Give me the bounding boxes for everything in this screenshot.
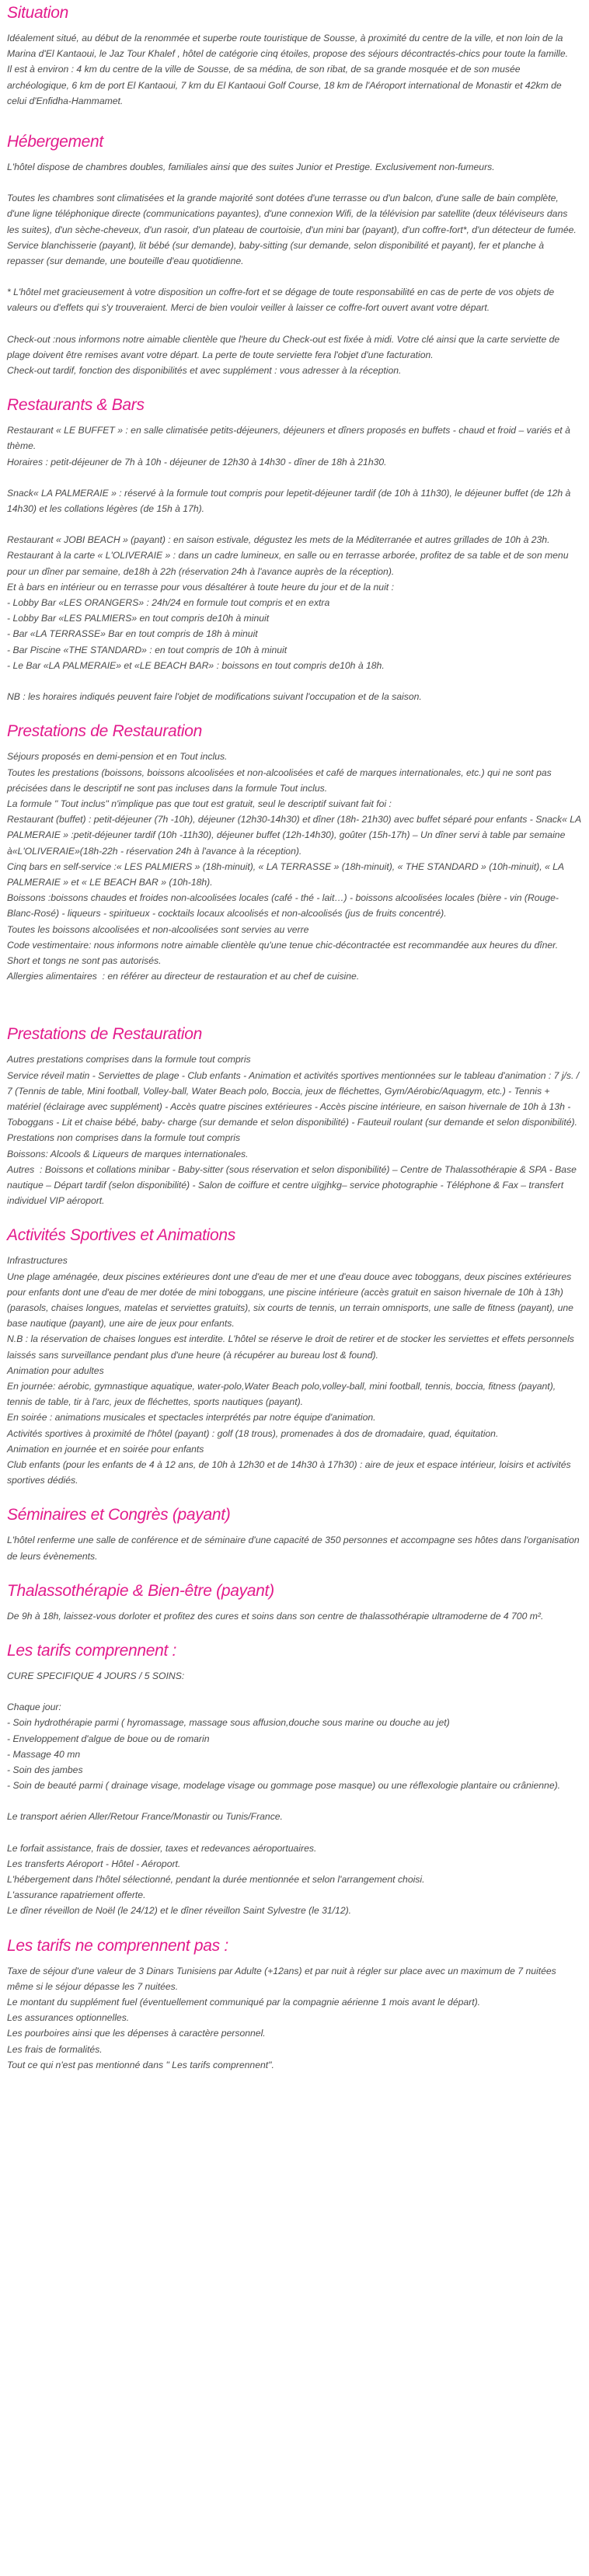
section-paragraph: Séjours proposés en demi-pension et en Tout inclus. Toutes les prestations (boissons, boissons alcoolisées et non-alcoolisées et café de marques internationales, etc.) qui ne sont pas précisées dans le descriptif ne sont pas incluses dans la formule Tout inclus. La formule " Tout inclus" n'implique pas que tout est gratuit, seul le descriptif suivant fait foi : Restaurant (buffet) : petit-déjeuner (7h -10h), déjeuner (12h30-14h30) et dîner (18h- 21h30) avec buffet séparé pour enfants - Snack« LA PALMERAIE » :petit-déjeuner tardif (10h -11h30), déjeuner buffet (12h-14h30), goûter (15h-17h) – Un dîner servi à table par semaine à«L'OLIVERAIE»(18h-22h - réservation 24h à l'avance à la réception). Cinq bars en self-service :« LES PALMIERS » (18h-minuit), « LA TERRASSE » (18h-minuit), « THE STANDARD » (10h-minuit), « LA PALMERAIE » et « LE BEACH BAR » (10h-18h). Boissons :boissons chaudes et froides non-alcoolisées locales (café - thé - lait…) - boissons alcoolisées locales (bière - vin (Rouge-Blanc-Rosé) - liqueurs - spiritueux - cocktails locaux alcoolisés et non-alcoolisés (jus de fruits concentré). Toutes les boissons alcoolisées et non-alcoolisées sont servies au verre Code vestimentaire: nous informons notre aimable clientèle qu'une tenue chic-décontractée est recommandée aux heures du dîner. Short et tongs ne sont pas autorisés. Allergies alimentaires : en référer au directeur de restauration et au chef de cuisine. bbox=[7, 751, 581, 982]
section-title: Hébergement bbox=[7, 133, 103, 151]
section-paragraph: NB : les horaires indiqués peuvent faire l'objet de modifications suivant l'occupation et de la saison. bbox=[7, 691, 422, 703]
section-title: Thalassothérapie & Bien-être (payant) bbox=[7, 1581, 274, 1600]
section-tarifs-comprennent bbox=[7, 1641, 582, 1919]
section-paragraph: Taxe de séjour d'une valeur de 3 Dinars Tunisiens par Adulte (+12ans) et par nuit à régler sur place avec un maximum de 7 nuitées même si le séjour dépasse les 7 nuitées. Le montant du supplément fuel (éventuellement communiqué par la compagnie aérienne 1 mois avant le départ). Les assurances optionnelles. Les pourboires ainsi que les dépenses à caractère personnel. Les frais de formalités. Tout ce qui n'est pas mentionné dans " Les tarifs comprennent". bbox=[7, 1965, 556, 2070]
section-title: Prestations de Restauration bbox=[7, 722, 203, 741]
section-paragraph: Idéalement situé, au début de la renommée et superbe route touristique de Sousse, à proximité du centre de la ville, et non loin de la Marina d'El Kantaoui, le Jaz Tour Khalef , hôtel de catégorie cinq étoiles, propose des séjours décontractés-chics pour toute la famille. Il est à environ : 4 km du centre de la ville de Sousse, de sa médina, de son ribat, de sa grande mosquée et de son musée archéologique, 6 km de port El Kantaoui, 7 km du El Kantaoui Golf Course, 18 km de l'Aéroport international de Monastir et 42km de celui d'Enfidha-Hammamet. bbox=[7, 33, 569, 106]
section-hebergement bbox=[7, 132, 582, 378]
section-thalassotherapie bbox=[7, 1581, 582, 1624]
section-title: Restaurants & Bars bbox=[7, 396, 145, 415]
section-paragraph: De 9h à 18h, laissez-vous dorloter et profitez des cures et soins dans son centre de thalassothérapie ultramoderne de 4 700 m². bbox=[7, 1610, 544, 1622]
section-paragraph: CURE SPECIFIQUE 4 JOURS / 5 SOINS: bbox=[7, 1670, 185, 1682]
section-paragraph: L'hôtel dispose de chambres doubles, familiales ainsi que des suites Junior et Prestige. Exclusivement non-fumeurs. bbox=[7, 162, 495, 173]
section-paragraph: * L'hôtel met gracieusement à votre disposition un coffre-fort et se dégage de toute responsabilité en cas de perte de vos objets de valeurs ou d'effets qui s'y trouveraient. Merci de bien vouloir veiller à laisser ce coffre-fort ouvert avant votre départ. bbox=[7, 287, 557, 314]
section-paragraph: Restaurant « JOBI BEACH » (payant) : en saison estivale, dégustez les mets de la Méditerranée et autres grillades de 10h à 23h. Restaurant à la carte « L'OLIVERAIE » : dans un cadre lumineux, en salle ou en terrasse arborée, profitez de sa table et de son menu pour un dîner par semaine, de18h à 22h (réservation 24h à l'avance auprès de la réception). Et à bars en intérieur ou en terrasse pour vous désaltérer à toute heure du jour et de la nuit : - Lobby Bar «LES ORANGERS» : 24h/24 en formule tout compris et en extra - Lobby Bar «LES PALMIERS» en tout compris de10h à minuit - Bar «LA TERRASSE» Bar en tout compris de 18h à minuit - Bar Piscine «THE STANDARD» : en tout compris de 10h à minuit - Le Bar «LA PALMERAIE» et «LE BEACH BAR» : boissons en tout compris de10h à 18h. bbox=[7, 534, 569, 671]
section-title: Prestations de Restauration bbox=[7, 1025, 203, 1044]
section-situation bbox=[7, 3, 582, 109]
section-prestations-restauration-2 bbox=[7, 1024, 582, 1208]
section-paragraph: Check-out :nous informons notre aimable clientèle que l'heure du Check-out est fixée à midi. Votre clé ainsi que la carte serviette de plage doivent être remises avant votre départ. La perte de toute serviette fera l'objet d'une facturation. Check-out tardif, fonction des disponibilités et avec supplément : vous adresser à la réception. bbox=[7, 333, 560, 377]
section-restaurants-bars bbox=[7, 395, 582, 704]
section-tarifs-ne-comprennent-pas bbox=[7, 1936, 582, 2073]
section-prestations-restauration bbox=[7, 721, 582, 984]
section-title: Les tarifs ne comprennent pas : bbox=[7, 1936, 228, 1955]
section-title: Séminaires et Congrès (payant) bbox=[7, 1506, 231, 1524]
section-paragraph: Infrastructures Une plage aménagée, deux piscines extérieures dont une d'eau de mer et une d'eau douce avec toboggans, deux piscines extérieures pour enfants dont une d'eau de mer dotée de mini toboggans, une piscine intérieure (accès gratuit en saison hivernale de 10h à 13h) (parasols, chaises longues, matelas et serviettes gratuits), six courts de tennis, un terrain omnisports, une salle de fitness (payant), une base nautique (payant), une aire de jeux pour enfants. N.B : la réservation de chaises longues est interdite. L'hôtel se réserve le droit de retirer et de stocker les serviettes et effets personnels laissés sans surveillance pendant plus d'une heure (à récupérer au bureau lost & found). Animation pour adultes En journée: aérobic, gymnastique aquatique, water-polo,Water Beach polo,volley-ball, mini football, tennis, boccia, fitness (payant), tennis de table, tir à l'arc, jeux de fléchettes, sports nautiques (payant). En soirée : animations musicales et spectacles interprétés par notre équipe d'animation. Activités sportives à proximité de l'hôtel (payant) : golf (18 trous), promenades à dos de dromadaire, quad, équitation. Animation en journée et en soirée pour enfants Club enfants (pour les enfants de 4 à 12 ans, de 10h à 12h30 et de 14h30 à 17h30) : aire de jeux et espace intérieur, loisirs et activités sportives dédiés. bbox=[7, 1255, 574, 1486]
section-paragraph: Restaurant « LE BUFFET » : en salle climatisée petits-déjeuners, déjeuners et dîners proposés en buffets - chaud et froid – variés et à thème. Horaires : petit-déjeuner de 7h à 10h - déjeuner de 12h30 à 14h30 - dîner de 18h à 21h30. bbox=[7, 425, 570, 468]
section-paragraph: Toutes les chambres sont climatisées et la grande majorité sont dotées d'une terrasse ou d'un balcon, d'une salle de bain complète, d'une ligne téléphonique directe (communications payantes), d'une connexion Wifi, de la télévision par satellite (deux téléviseurs dans les suites), d'un sèche-cheveux, d'un rasoir, d'un plateau de courtoisie, d'un mini bar (payant), d'un coffre-fort*, d'un détecteur de fumée. Service blanchisserie (payant), lit bébé (sur demande), baby-sitting (sur demande, selon disponibilité et payant), fer et planche à repasser (sur demande, une bouteille d'eau quotidienne. bbox=[7, 193, 580, 267]
section-paragraph: Le transport aérien Aller/Retour France/Monastir ou Tunis/France. bbox=[7, 1811, 283, 1823]
section-paragraph: L'hôtel renferme une salle de conférence et de séminaire d'une capacité de 350 personnes et accompagne ses hôtes dans l'organisation de leurs évènements. bbox=[7, 1535, 583, 1562]
section-activites-sportives bbox=[7, 1225, 582, 1488]
section-paragraph: Le forfait assistance, frais de dossier, taxes et redevances aéroportuaires. Les transferts Aéroport - Hôtel - Aéroport. L'hébergement dans l'hôtel sélectionné, pendant la durée mentionnée et selon l'arrangement choisi. L'assurance rapatriement offerte. Le dîner réveillon de Noël (le 24/12) et le dîner réveillon Saint Sylvestre (le 31/12). bbox=[7, 1842, 425, 1917]
section-seminaires bbox=[7, 1505, 582, 1563]
section-paragraph: Autres prestations comprises dans la formule tout compris Service réveil matin - Serviettes de plage - Club enfants - Animation et activités sportives mentionnées sur le tableau d'animation : 7 j/s. / 7 (Tennis de table, Mini football, Volley-ball, Water Beach polo, Boccia, jeux de fléchettes, Gym/Aérobic/Aquagym, etc.) - Tennis + matériel (éclairage avec supplément) - Accès quatre piscines extérieures - Accès piscine intérieure, en saison hivernale de 10h à 13h - Toboggans - Lit et chaise bébé, baby- charge (sur demande et selon disponibilité) - Fauteuil roulant (sur demande et selon disponibilité). Prestations non comprises dans la formule tout compris Boissons: Alcools & Liqueurs de marques internationales. Autres : Boissons et collations minibar - Baby-sitter (sous réservation et selon disponibilité) – Centre de Thalassothérapie & SPA - Base nautique – Départ tardif (selon disponibilité) - Salon de coiffure et centre uïgjhkg– service photographie - Téléphone & Fax – transfert individuel VIP aéroport. bbox=[7, 1054, 580, 1207]
section-title: Les tarifs comprennent : bbox=[7, 1642, 177, 1660]
section-title: Activités Sportives et Animations bbox=[7, 1226, 235, 1245]
section-title: Situation bbox=[7, 4, 69, 22]
section-paragraph: Snack« LA PALMERAIE » : réservé à la formule tout compris pour lepetit-déjeuner tardif (de 10h à 11h30), le déjeuner buffet (de 12h à 14h30) et les collations légères (de 15h à 17h). bbox=[7, 487, 573, 515]
section-paragraph: Chaque jour: - Soin hydrothérapie parmi ( hyromassage, massage sous affusion,douche sous marine ou douche au jet) - Enveloppement d'algue de boue ou de romarin - Massage 40 mn - Soin des jambes - Soin de beauté parmi ( drainage visage, modelage visage ou gommage pose masque) ou une réflexologie plantaire ou crânienne). bbox=[7, 1702, 561, 1792]
